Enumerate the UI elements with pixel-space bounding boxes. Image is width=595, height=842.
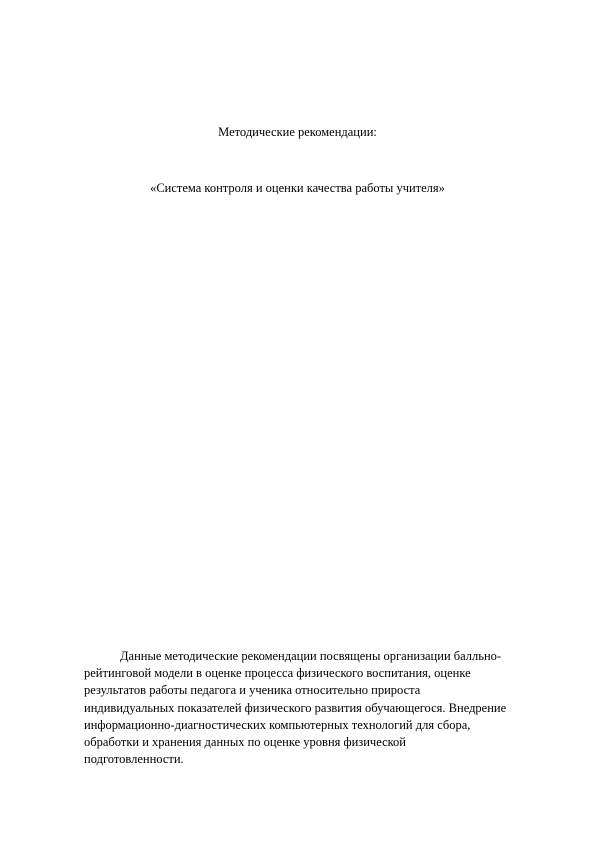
- abstract-line: подготовленности.: [84, 752, 184, 767]
- abstract-line: обработки и хранения данных по оценке уровня физической: [84, 735, 406, 750]
- abstract-line: Данные методические рекомендации посвящены организации балльно-: [120, 649, 502, 663]
- document-subheading: «Система контроля и оценки качества работы учителя»: [150, 181, 445, 195]
- abstract-line: результатов работы педагога и ученика относительно прироста: [84, 683, 421, 698]
- abstract-line: рейтинговой модели в оценке процесса физического воспитания, оценке: [84, 666, 471, 681]
- abstract-paragraph: [84, 648, 554, 768]
- document-heading: Методические рекомендации:: [218, 125, 377, 139]
- abstract-line: индивидуальных показателей физического развития обучающегося. Внедрение: [84, 700, 507, 715]
- abstract-line: информационно-диагностических компьютерных технологий для сбора,: [84, 717, 471, 732]
